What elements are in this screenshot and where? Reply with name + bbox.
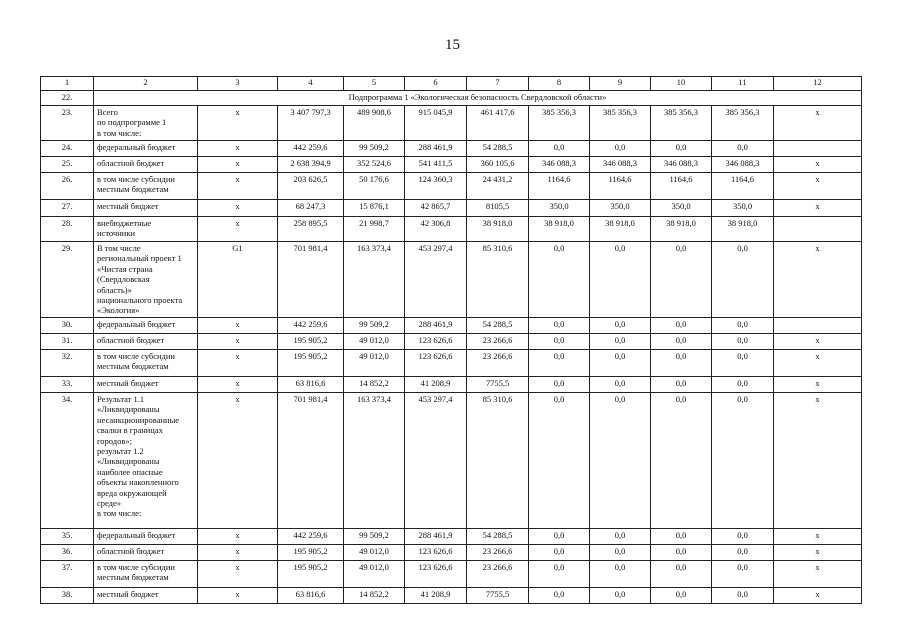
amount-cell: 0,0 — [529, 141, 590, 157]
row-number: 31. — [41, 334, 94, 350]
amount-cell: 49 012,0 — [344, 334, 405, 350]
amount-cell: 123 626,6 — [405, 545, 467, 561]
row-name-cell — [94, 106, 198, 141]
code-cell: x — [198, 106, 278, 141]
header-cell: 11 — [712, 77, 774, 91]
row-name-line: местным бюджетам — [97, 184, 169, 195]
amount-cell: 350,0 — [651, 200, 712, 217]
amount-cell: 49 012,0 — [344, 545, 405, 561]
amount-cell: 99 509,2 — [344, 318, 405, 334]
amount-cell: 14 852,2 — [344, 377, 405, 393]
table-body — [41, 77, 862, 604]
code-cell: G1 — [198, 242, 278, 318]
row-name-cell — [94, 529, 198, 545]
amount-cell: 288 461,9 — [405, 529, 467, 545]
row-name-line: (Свердловская — [97, 274, 150, 285]
amount-cell: 123 626,6 — [405, 561, 467, 588]
row-name-line: объекты накопленного — [97, 477, 179, 488]
row-number: 24. — [41, 141, 94, 157]
amount-cell: 0,0 — [590, 242, 651, 318]
amount-cell: 49 012,0 — [344, 561, 405, 588]
table-row — [41, 350, 862, 377]
amount-cell: 0,0 — [529, 377, 590, 393]
mark-cell — [774, 141, 862, 157]
table-row — [41, 217, 862, 242]
amount-cell: 85 310,6 — [467, 393, 529, 529]
mark-cell — [774, 217, 862, 242]
row-name-cell — [94, 561, 198, 588]
amount-cell: 123 626,6 — [405, 350, 467, 377]
amount-cell: 350,0 — [590, 200, 651, 217]
amount-cell: 38 918,0 — [651, 217, 712, 242]
amount-cell: 461 417,6 — [467, 106, 529, 141]
code-cell: x — [198, 141, 278, 157]
row-name-cell — [94, 545, 198, 561]
amount-cell: 23 266,6 — [467, 350, 529, 377]
amount-cell: 0,0 — [712, 141, 774, 157]
row-name-line: область)» — [97, 284, 132, 295]
row-name-line: вреда окружающей — [97, 487, 167, 498]
mark-cell: x — [774, 200, 862, 217]
row-number: 30. — [41, 318, 94, 334]
row-name-line: местный бюджет — [97, 201, 159, 211]
table-row — [41, 529, 862, 545]
row-name-cell — [94, 393, 198, 529]
amount-cell: 385 356,3 — [590, 106, 651, 141]
row-name-line: несанкционированные — [97, 414, 180, 425]
amount-cell: 0,0 — [590, 350, 651, 377]
row-name-line: в том числе субсидии — [97, 351, 175, 361]
amount-cell: 0,0 — [590, 588, 651, 604]
amount-cell: 258 895,5 — [278, 217, 344, 242]
row-name-line: внебюджетные — [97, 218, 152, 228]
amount-cell: 163 373,4 — [344, 393, 405, 529]
amount-cell: 7755,5 — [467, 377, 529, 393]
row-name-line: Результат 1.1 — [97, 394, 145, 404]
table-row — [41, 588, 862, 604]
amount-cell: 385 356,3 — [651, 106, 712, 141]
code-cell: x — [198, 545, 278, 561]
mark-cell: x — [774, 157, 862, 173]
code-cell: x — [198, 173, 278, 200]
table-row — [41, 318, 862, 334]
mark-cell: x — [774, 588, 862, 604]
amount-cell: 346 088,3 — [529, 157, 590, 173]
amount-cell: 85 310,6 — [467, 242, 529, 318]
amount-cell: 163 373,4 — [344, 242, 405, 318]
amount-cell: 124 360,3 — [405, 173, 467, 200]
row-name-line: по подпрограмме 1 — [97, 117, 167, 128]
amount-cell: 123 626,6 — [405, 334, 467, 350]
amount-cell: 0,0 — [590, 561, 651, 588]
mark-cell: x — [774, 561, 862, 588]
row-name-line: «Экология» — [97, 305, 140, 316]
amount-cell: 23 266,6 — [467, 334, 529, 350]
row-name-cell — [94, 217, 198, 242]
mark-cell: x — [774, 242, 862, 318]
amount-cell: 0,0 — [712, 318, 774, 334]
amount-cell: 385 356,3 — [529, 106, 590, 141]
amount-cell: 0,0 — [712, 529, 774, 545]
table-row — [41, 242, 862, 318]
amount-cell: 54 288,5 — [467, 529, 529, 545]
row-name-line: «Ликвидированы — [97, 456, 160, 467]
row-name-line: в том числе субсидии — [97, 174, 175, 184]
amount-cell: 0,0 — [590, 141, 651, 157]
amount-cell: 0,0 — [712, 350, 774, 377]
row-name-line: местный бюджет — [97, 378, 159, 388]
row-number: 29. — [41, 242, 94, 318]
table-row — [41, 377, 862, 393]
amount-cell: 42 306,8 — [405, 217, 467, 242]
code-cell: x — [198, 588, 278, 604]
subprogram-row — [41, 91, 862, 106]
row-name-cell — [94, 318, 198, 334]
mark-cell: x — [774, 393, 862, 529]
amount-cell: 0,0 — [651, 350, 712, 377]
table-row — [41, 141, 862, 157]
row-name-line: результат 1.2 — [97, 446, 144, 457]
header-cell: 10 — [651, 77, 712, 91]
amount-cell: 0,0 — [651, 588, 712, 604]
amount-cell: 350,0 — [529, 200, 590, 217]
amount-cell: 0,0 — [529, 588, 590, 604]
amount-cell: 442 259,6 — [278, 318, 344, 334]
amount-cell: 195 905,2 — [278, 350, 344, 377]
amount-cell: 0,0 — [651, 561, 712, 588]
mark-cell: x — [774, 529, 862, 545]
table-row — [41, 200, 862, 217]
amount-cell: 38 918,0 — [529, 217, 590, 242]
row-name-line: федеральный бюджет — [97, 530, 176, 540]
row-name-line: федеральный бюджет — [97, 142, 176, 152]
amount-cell: 14 852,2 — [344, 588, 405, 604]
amount-cell: 195 905,2 — [278, 334, 344, 350]
header-row — [41, 77, 862, 91]
amount-cell: 38 918,0 — [712, 217, 774, 242]
amount-cell: 203 626,5 — [278, 173, 344, 200]
amount-cell: 0,0 — [712, 561, 774, 588]
amount-cell: 0,0 — [712, 377, 774, 393]
row-name-cell — [94, 200, 198, 217]
row-number: 27. — [41, 200, 94, 217]
amount-cell: 0,0 — [529, 334, 590, 350]
amount-cell: 41 208,9 — [405, 588, 467, 604]
amount-cell: 0,0 — [590, 545, 651, 561]
amount-cell: 0,0 — [651, 318, 712, 334]
row-number: 22. — [41, 91, 94, 106]
row-name-line: В том числе — [97, 243, 141, 253]
amount-cell: 0,0 — [651, 141, 712, 157]
table-row — [41, 545, 862, 561]
row-number: 25. — [41, 157, 94, 173]
code-cell: x — [198, 350, 278, 377]
amount-cell: 63 816,6 — [278, 588, 344, 604]
amount-cell: 23 266,6 — [467, 545, 529, 561]
amount-cell: 1164,6 — [529, 173, 590, 200]
table-row — [41, 173, 862, 200]
amount-cell: 541 411,5 — [405, 157, 467, 173]
row-number: 33. — [41, 377, 94, 393]
row-name-line: в том числе: — [97, 508, 142, 519]
amount-cell: 360 105,6 — [467, 157, 529, 173]
amount-cell: 915 045,9 — [405, 106, 467, 141]
mark-cell — [774, 318, 862, 334]
row-name-line: источники — [97, 228, 136, 239]
amount-cell: 0,0 — [529, 393, 590, 529]
amount-cell: 54 288,5 — [467, 141, 529, 157]
code-cell: x — [198, 393, 278, 529]
amount-cell: 346 088,3 — [590, 157, 651, 173]
mark-cell: x — [774, 545, 862, 561]
amount-cell: 0,0 — [651, 545, 712, 561]
amount-cell: 15 876,1 — [344, 200, 405, 217]
row-name-line: наиболее опасные — [97, 466, 163, 477]
row-number: 34. — [41, 393, 94, 529]
header-cell: 5 — [344, 77, 405, 91]
amount-cell: 38 918,0 — [590, 217, 651, 242]
row-name-line: областной бюджет — [97, 158, 165, 168]
amount-cell: 23 266,6 — [467, 561, 529, 588]
code-cell: x — [198, 377, 278, 393]
amount-cell: 0,0 — [651, 334, 712, 350]
amount-cell: 352 524,6 — [344, 157, 405, 173]
amount-cell: 50 176,6 — [344, 173, 405, 200]
table-row — [41, 157, 862, 173]
amount-cell: 701 981,4 — [278, 393, 344, 529]
amount-cell: 489 908,6 — [344, 106, 405, 141]
code-cell: x — [198, 200, 278, 217]
amount-cell: 453 297,4 — [405, 393, 467, 529]
row-name-line: областной бюджет — [97, 546, 165, 556]
row-name-cell — [94, 157, 198, 173]
code-cell: x — [198, 318, 278, 334]
amount-cell: 0,0 — [529, 318, 590, 334]
row-number: 32. — [41, 350, 94, 377]
table-row — [41, 106, 862, 141]
row-name-cell — [94, 334, 198, 350]
code-cell: x — [198, 561, 278, 588]
subprogram-title: Подпрограмма 1 «Экологическая безопасность Свердловской области» — [94, 91, 862, 106]
amount-cell: 1164,6 — [712, 173, 774, 200]
header-cell: 4 — [278, 77, 344, 91]
amount-cell: 99 509,2 — [344, 141, 405, 157]
code-cell: x — [198, 529, 278, 545]
mark-cell: x — [774, 350, 862, 377]
header-cell: 1 — [41, 77, 94, 91]
amount-cell: 442 259,6 — [278, 529, 344, 545]
amount-cell: 24 431,2 — [467, 173, 529, 200]
row-name-line: в том числе: — [97, 127, 142, 138]
amount-cell: 2 638 394,9 — [278, 157, 344, 173]
amount-cell: 0,0 — [712, 393, 774, 529]
amount-cell: 0,0 — [651, 242, 712, 318]
table-row — [41, 561, 862, 588]
header-cell: 8 — [529, 77, 590, 91]
row-number: 35. — [41, 529, 94, 545]
row-name-line: в том числе субсидии — [97, 562, 175, 572]
row-number: 28. — [41, 217, 94, 242]
amount-cell: 1164,6 — [590, 173, 651, 200]
amount-cell: 54 288,5 — [467, 318, 529, 334]
amount-cell: 195 905,2 — [278, 561, 344, 588]
amount-cell: 453 297,4 — [405, 242, 467, 318]
row-name-line: «Чистая страна — [97, 263, 153, 274]
amount-cell: 0,0 — [590, 529, 651, 545]
row-number: 37. — [41, 561, 94, 588]
amount-cell: 346 088,3 — [651, 157, 712, 173]
row-name-cell — [94, 377, 198, 393]
row-name-cell — [94, 350, 198, 377]
mark-cell: x — [774, 173, 862, 200]
amount-cell: 63 816,6 — [278, 377, 344, 393]
row-name-line: областной бюджет — [97, 335, 165, 345]
amount-cell: 42 865,7 — [405, 200, 467, 217]
row-name-line: местный бюджет — [97, 589, 159, 599]
amount-cell: 49 012,0 — [344, 350, 405, 377]
row-name-cell — [94, 141, 198, 157]
amount-cell: 0,0 — [590, 334, 651, 350]
amount-cell: 1164,6 — [651, 173, 712, 200]
amount-cell: 288 461,9 — [405, 141, 467, 157]
row-name-line: свалки в границах — [97, 425, 163, 436]
row-name-line: «Ликвидированы — [97, 404, 160, 415]
amount-cell: 0,0 — [712, 545, 774, 561]
amount-cell: 8105,5 — [467, 200, 529, 217]
amount-cell: 442 259,6 — [278, 141, 344, 157]
amount-cell: 38 918,0 — [467, 217, 529, 242]
budget-table — [40, 76, 862, 604]
amount-cell: 21 998,7 — [344, 217, 405, 242]
header-cell: 12 — [774, 77, 862, 91]
amount-cell: 0,0 — [712, 242, 774, 318]
amount-cell: 99 509,2 — [344, 529, 405, 545]
amount-cell: 0,0 — [529, 529, 590, 545]
row-name-line: федеральный бюджет — [97, 319, 176, 329]
mark-cell: x — [774, 377, 862, 393]
row-name-cell — [94, 242, 198, 318]
header-cell: 7 — [467, 77, 529, 91]
table-row — [41, 393, 862, 529]
amount-cell: 0,0 — [529, 561, 590, 588]
header-cell: 2 — [94, 77, 198, 91]
amount-cell: 0,0 — [651, 393, 712, 529]
amount-cell: 7755,5 — [467, 588, 529, 604]
mark-cell: x — [774, 106, 862, 141]
table-row — [41, 334, 862, 350]
amount-cell: 0,0 — [651, 377, 712, 393]
amount-cell: 701 981,4 — [278, 242, 344, 318]
row-name-line: региональный проект 1 — [97, 253, 182, 264]
amount-cell: 0,0 — [651, 529, 712, 545]
row-number: 26. — [41, 173, 94, 200]
code-cell: x — [198, 157, 278, 173]
amount-cell: 0,0 — [529, 242, 590, 318]
row-name-cell — [94, 588, 198, 604]
row-name-line: местным бюджетам — [97, 572, 169, 583]
row-name-line: среде» — [97, 498, 122, 509]
row-number: 38. — [41, 588, 94, 604]
amount-cell: 350,0 — [712, 200, 774, 217]
amount-cell: 0,0 — [712, 334, 774, 350]
header-cell: 9 — [590, 77, 651, 91]
amount-cell: 0,0 — [590, 318, 651, 334]
row-name-line: национального проекта — [97, 295, 183, 306]
row-name-line: Всего — [97, 107, 118, 117]
amount-cell: 0,0 — [712, 588, 774, 604]
row-number: 23. — [41, 106, 94, 141]
code-cell: x — [198, 217, 278, 242]
mark-cell: x — [774, 334, 862, 350]
row-name-cell — [94, 173, 198, 200]
amount-cell: 288 461,9 — [405, 318, 467, 334]
amount-cell: 346 088,3 — [712, 157, 774, 173]
amount-cell: 0,0 — [529, 350, 590, 377]
amount-cell: 68 247,3 — [278, 200, 344, 217]
amount-cell: 0,0 — [590, 377, 651, 393]
row-name-line: местным бюджетам — [97, 361, 169, 372]
row-name-line: городов»; — [97, 435, 132, 446]
amount-cell: 3 407 797,3 — [278, 106, 344, 141]
code-cell: x — [198, 334, 278, 350]
row-number: 36. — [41, 545, 94, 561]
amount-cell: 195 905,2 — [278, 545, 344, 561]
header-cell: 6 — [405, 77, 467, 91]
amount-cell: 0,0 — [590, 393, 651, 529]
header-cell: 3 — [198, 77, 278, 91]
amount-cell: 385 356,3 — [712, 106, 774, 141]
page-number: 15 — [445, 37, 460, 53]
amount-cell: 0,0 — [529, 545, 590, 561]
amount-cell: 41 208,9 — [405, 377, 467, 393]
